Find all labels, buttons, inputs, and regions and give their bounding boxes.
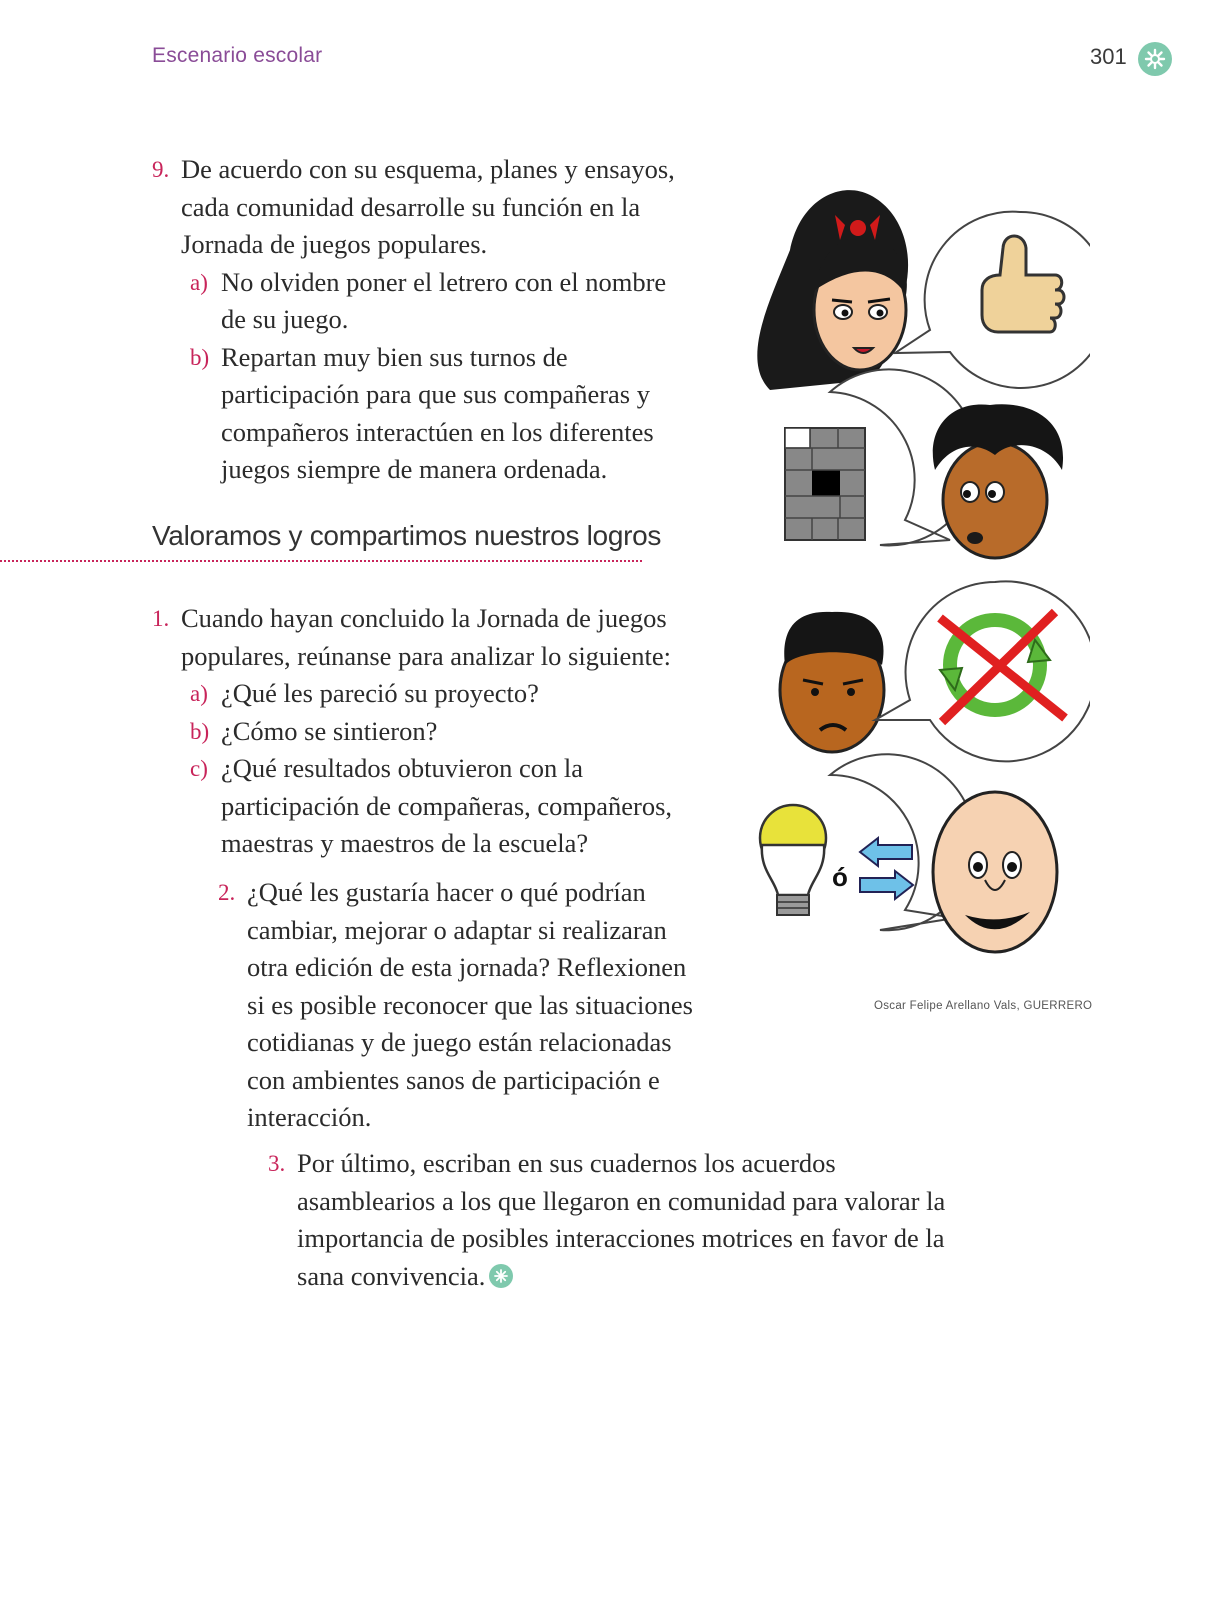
item-number: 3. <box>268 1151 286 1176</box>
sub-label: c) <box>190 756 208 781</box>
instruction-9 <box>152 151 692 489</box>
sub-label: a) <box>190 269 208 295</box>
instruction-2 <box>218 874 698 1137</box>
speech-bubble <box>875 581 1090 761</box>
illustration <box>750 180 1090 980</box>
project-badge-icon <box>1138 42 1172 76</box>
choice-letter: ó <box>832 862 848 892</box>
item-number: 2. <box>218 880 236 905</box>
end-badge-icon <box>489 1264 513 1288</box>
exchange-arrows-icon <box>860 838 913 899</box>
sub-item-text: ¿Cómo se sintieron? <box>221 715 438 746</box>
instruction-3 <box>268 1145 948 1295</box>
section-title: Valoramos y compartimos nuestros logros <box>152 520 662 551</box>
sub-item-text: ¿Qué les pareció su proyecto? <box>221 678 539 708</box>
item-number: 1. <box>152 606 170 631</box>
sub-label: b) <box>190 344 210 370</box>
brick-wall-icon <box>785 428 865 540</box>
girl-face-icon <box>757 190 908 390</box>
illustration-credit: Oscar Felipe Arellano Vals, GUERRERO <box>874 1000 1093 1012</box>
page-number: 301 <box>1090 44 1127 69</box>
section-header: Escenario escolar <box>152 44 323 67</box>
section-divider <box>0 560 642 562</box>
sub-item-text: Repartan muy bien sus turnos de participación para que sus compañeras y compañeros interactúen en los diferentes juegos siempre de manera ordenada. <box>221 341 654 484</box>
sad-boy-face-icon <box>780 612 884 752</box>
item-text: Cuando hayan concluido la Jornada de juegos populares, reúnanse para analizar lo siguiente: <box>181 603 672 671</box>
sub-label: b) <box>190 718 210 744</box>
light-bulb-icon <box>760 805 826 915</box>
sub-item-text: No olviden poner el letrero con el nombre de su juego. <box>221 266 667 334</box>
sub-item-text: ¿Qué resultados obtuvieron con la participación de compañeras, compañeros, maestras y maestros de la escuela? <box>221 753 673 858</box>
bald-smiling-face-icon <box>933 792 1057 952</box>
item-text: Por último, escriban en sus cuadernos los acuerdos asamblearios a los que llegaron en comunidad para valorar la importancia de posibles interacciones motrices en favor de la sana convivencia. <box>297 1148 946 1291</box>
sub-label: a) <box>190 681 208 706</box>
item-text: De acuerdo con su esquema, planes y ensayos, cada comunidad desarrolle su función en la Jornada de juegos populares. <box>181 154 675 259</box>
curly-boy-face-icon <box>933 404 1063 558</box>
item-text: ¿Qué les gustaría hacer o qué podrían cambiar, mejorar o adaptar si realizaran otra edición de esta jornada? Reflexionen si es posible reconocer que las situaciones cotidianas y de juego están relacionadas con ambientes sanos de participación e interacción. <box>247 877 693 1132</box>
item-number: 9. <box>152 157 170 182</box>
instruction-1 <box>152 600 682 863</box>
